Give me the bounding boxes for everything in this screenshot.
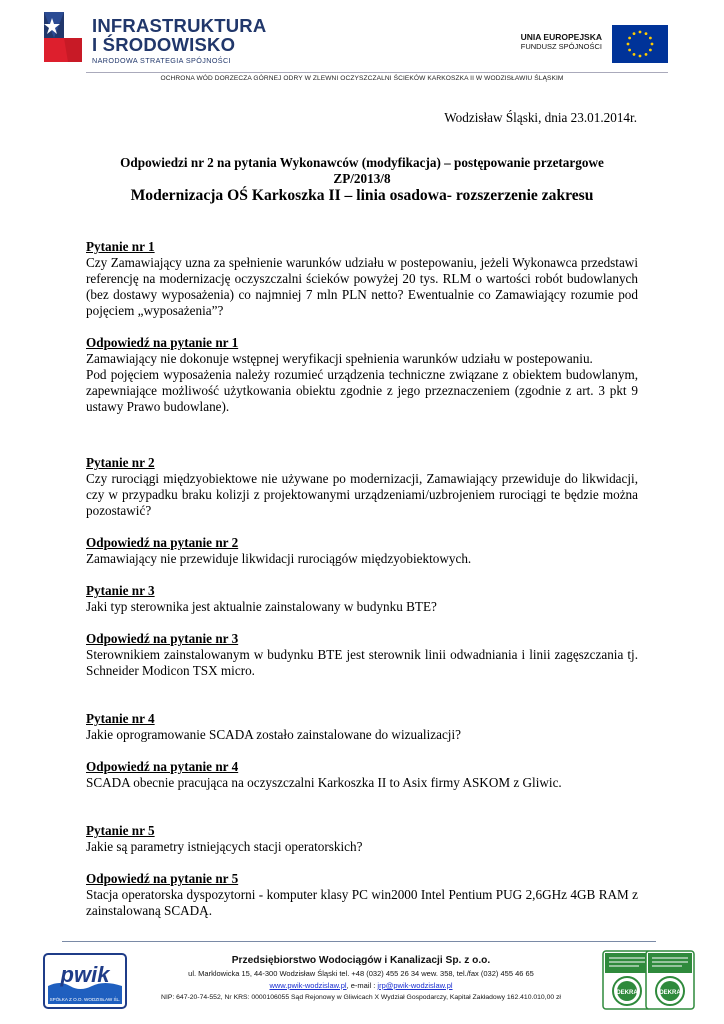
infrastruktura-logo bbox=[40, 8, 290, 68]
eu-star-icon bbox=[627, 43, 630, 46]
eu-label bbox=[521, 32, 602, 52]
question-1 bbox=[86, 239, 638, 319]
question-1-text: Czy Zamawiający uzna za spełnienie warunków udziału w postepowaniu, jeżeli Wykonawca przedstawi referencję na modernizację oczyszczalni ścieków powyżej 20 tys. RLM o wartości robót budowlanych (bez dostawy wyposażenia) co najmniej 7 mln PLN netto? Ewentualnie co Zamawiający rozumie pod pojęciem „wyposażenia”? bbox=[86, 255, 638, 318]
dekra-label-2: DEKRA bbox=[659, 990, 681, 996]
question-5 bbox=[86, 823, 638, 855]
question-1-heading: Pytanie nr 1 bbox=[86, 239, 155, 254]
flag-logo-icon bbox=[40, 8, 86, 64]
answer-3-text: Sterownikiem zainstalowanym w budynku BTE jest sterownik linii odwadniania i linii zagęszczania tj. Schneider Modicon TSX micro. bbox=[86, 647, 638, 678]
answer-1 bbox=[86, 335, 638, 415]
footer-registry: NIP: 647-20-74-552, Nr KRS: 0000106055 Sąd Rejonowy w Gliwicach X Wydział Gospodarczy, Kapitał Zakładowy 162.410.010,00 zł bbox=[161, 994, 561, 1001]
title-line-1: Odpowiedzi nr 2 na pytania Wykonawców (modyfikacja) – postępowanie przetargowe bbox=[120, 155, 604, 170]
eu-star-icon bbox=[639, 55, 642, 58]
question-2-heading: Pytanie nr 2 bbox=[86, 455, 155, 470]
eu-label-line2: FUNDUSZ SPÓJNOŚCI bbox=[520, 42, 602, 51]
eu-star-icon bbox=[628, 37, 631, 40]
answer-1-text-2: Pod pojęciem wyposażenia należy rozumieć urządzenia techniczne związane z obiektem budowlanym, zapewniające możliwość użytkowania obiektu zgodnie z jego przeznaczeniem (zgodnie z art. 3 pkt 9 ustawy Prawo budowlane). bbox=[86, 367, 638, 414]
answer-3 bbox=[86, 631, 638, 679]
dekra-certificate-2-icon bbox=[644, 949, 696, 1011]
answer-5 bbox=[86, 871, 638, 919]
footer-contact bbox=[140, 980, 582, 992]
footer-website-link[interactable]: www.pwik-wodzislaw.pl bbox=[269, 981, 347, 990]
question-4-text: Jakie oprogramowanie SCADA zostało zainstalowane do wizualizacji? bbox=[86, 727, 461, 742]
eu-star-icon bbox=[645, 32, 648, 35]
program-name-line2: I ŚRODOWISKO bbox=[92, 34, 236, 55]
program-tagline: NARODOWA STRATEGIA SPÓJNOŚCI bbox=[92, 56, 231, 65]
footer-email-label: , e-mail : bbox=[346, 981, 378, 990]
question-4 bbox=[86, 711, 638, 743]
eu-star-icon bbox=[649, 37, 652, 40]
question-3-heading: Pytanie nr 3 bbox=[86, 583, 155, 598]
title-line-3: Modernizacja OŚ Karkoszka II – linia osadowa- rozszerzenie zakresu bbox=[130, 187, 594, 204]
page-header bbox=[0, 0, 724, 90]
answer-2-heading: Odpowiedź na pytanie nr 2 bbox=[86, 535, 239, 550]
answer-5-heading: Odpowiedź na pytanie nr 5 bbox=[86, 871, 239, 886]
answer-2 bbox=[86, 535, 638, 567]
title-line-2: ZP/2013/8 bbox=[333, 171, 391, 186]
eu-star-icon bbox=[651, 43, 654, 46]
answer-4-heading: Odpowiedź na pytanie nr 4 bbox=[86, 759, 239, 774]
footer-email-link[interactable]: jrp@pwik-wodzislaw.pl bbox=[377, 981, 453, 990]
eu-star-icon bbox=[633, 32, 636, 35]
pwik-logo-icon bbox=[40, 950, 130, 1012]
eu-star-icon bbox=[649, 49, 652, 52]
qa-content bbox=[86, 239, 638, 919]
question-5-text: Jakie są parametry istniejących stacji operatorskich? bbox=[86, 839, 363, 854]
footer-divider bbox=[62, 941, 656, 942]
question-5-heading: Pytanie nr 5 bbox=[86, 823, 155, 838]
document-date: Wodzisław Śląski, dnia 23.01.2014r. bbox=[444, 110, 637, 125]
answer-4 bbox=[86, 759, 638, 791]
eu-label-line1: UNIA EUROPEJSKA bbox=[520, 32, 602, 42]
eu-star-icon bbox=[639, 31, 642, 34]
project-title: OCHRONA WÓD DORZECZA GÓRNEJ ODRY W ZLEWNI OCZYSZCZALNI ŚCIEKÓW KARKOSZKA II W WODZISŁAWIU ŚLĄSKIM bbox=[160, 75, 564, 82]
question-2 bbox=[86, 455, 638, 519]
footer-company: Przedsiębiorstwo Wodociągów i Kanalizacji Sp. z o.o. bbox=[231, 955, 491, 966]
question-3 bbox=[86, 583, 638, 615]
answer-5-text: Stacja operatorska dyspozytorni - komputer klasy PC win2000 Intel Pentium PUG 2,6GHz 4GB RAM z zainstalowaną SCADĄ. bbox=[86, 887, 638, 918]
question-3-text: Jaki typ sterownika jest aktualnie zainstalowany w budynku BTE? bbox=[86, 599, 437, 614]
answer-4-text: SCADA obecnie pracująca na oczyszczalni Karkoszka II to Asix firmy ASKOM z Gliwic. bbox=[86, 775, 562, 790]
eu-star-icon bbox=[645, 53, 648, 56]
footer-address: ul. Marklowicka 15, 44-300 Wodzisław Śląski tel. +48 (032) 455 26 34 wew. 358, tel./fax (032) 455 46 65 bbox=[188, 969, 534, 978]
answer-1-heading: Odpowiedź na pytanie nr 1 bbox=[86, 335, 239, 350]
document-title bbox=[0, 155, 724, 205]
eu-star-icon bbox=[633, 53, 636, 56]
answer-1-text-1: Zamawiający nie dokonuje wstępnej weryfikacji spełnienia warunków udziału w postepowaniu. bbox=[86, 351, 593, 366]
pwik-logo-text: pwik bbox=[60, 962, 110, 987]
answer-2-text: Zamawiający nie przewiduje likwidacji rurociągów międzyobiektowych. bbox=[86, 551, 472, 566]
answer-3-heading: Odpowiedź na pytanie nr 3 bbox=[86, 631, 239, 646]
dekra-label-1: DEKRA bbox=[616, 990, 638, 996]
pwik-logo-subtext: SPÓŁKA Z O.O. WODZISŁAW ŚL. bbox=[49, 997, 121, 1002]
eu-flag-icon bbox=[612, 25, 668, 63]
program-name-line1: INFRASTRUKTURA bbox=[92, 15, 267, 36]
footer-info bbox=[140, 954, 582, 1004]
header-divider bbox=[86, 72, 668, 73]
eu-star-icon bbox=[628, 49, 631, 52]
question-2-text: Czy rurociągi międzyobiektowe nie używane po modernizacji, Zamawiający przewiduje do likwidacji, czy w przypadku braku kolizji z projektowanymi urządzeniami/uzbrojeniem rurociągi te będzie można pozostawić? bbox=[86, 471, 638, 518]
question-4-heading: Pytanie nr 4 bbox=[86, 711, 155, 726]
